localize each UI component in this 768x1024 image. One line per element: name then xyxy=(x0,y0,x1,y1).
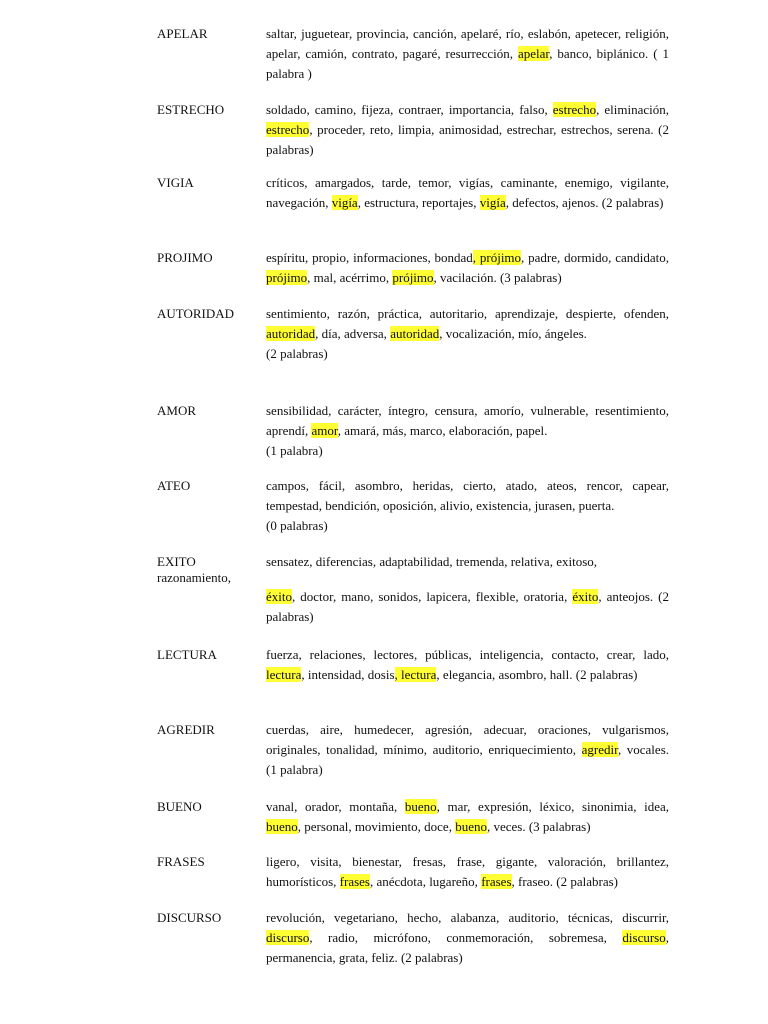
definition-text: , banco, biplánico. ( 1 palabra ) xyxy=(266,46,669,81)
definition-text: , veces. (3 palabras) xyxy=(486,819,591,834)
definition-text: , vacilación. (3 palabras) xyxy=(433,270,562,285)
definition-paragraph xyxy=(266,304,669,344)
entry-term xyxy=(157,552,263,584)
highlighted-word: frases xyxy=(481,874,512,889)
definition-paragraph xyxy=(266,100,669,160)
highlighted-word: amor xyxy=(311,423,338,438)
highlighted-word: estrecho xyxy=(266,122,310,137)
entry-term xyxy=(157,304,263,324)
term-word: ATEO xyxy=(157,478,191,493)
definition-paragraph xyxy=(266,852,669,892)
definition-paragraph xyxy=(266,797,669,837)
entry-definition xyxy=(266,645,669,685)
definition-text: , amará, más, marco, elaboración, papel. xyxy=(337,423,548,438)
term-word: AMOR xyxy=(157,403,197,418)
definition-text: , personal, movimiento, doce, xyxy=(297,819,456,834)
definition-text: (1 palabra) xyxy=(266,443,323,458)
term-word: ESTRECHO xyxy=(157,102,225,117)
highlighted-word: vigía xyxy=(331,195,358,210)
entry-definition xyxy=(266,100,669,160)
highlighted-word: prójimo xyxy=(392,270,434,285)
definition-text: saltar, juguetear, provincia, canción, apelaré, río, eslabón, apetecer, religión, apelar, camión, contrato, pagaré, resurrección, xyxy=(266,26,669,61)
entry-term xyxy=(157,797,263,817)
highlighted-word: autoridad xyxy=(390,326,440,341)
definition-text: , fraseo. (2 palabras) xyxy=(511,874,618,889)
definition-text: sentimiento, razón, práctica, autoritario, aprendizaje, despierte, ofenden, xyxy=(266,306,669,321)
highlighted-word: discurso xyxy=(622,930,666,945)
definition-text: , vocales. (1 palabra) xyxy=(266,742,669,777)
definition-text: sensibilidad, carácter, íntegro, censura, amorío, vulnerable, resentimiento, aprendí, xyxy=(266,403,669,438)
highlighted-word: apelar xyxy=(517,46,550,61)
entry-term xyxy=(157,645,263,665)
definition-text: cuerdas, aire, humedecer, agresión, adecuar, oraciones, vulgarismos, originales, tonalidad, mínimo, auditorio, enriquecimiento, xyxy=(266,722,669,757)
definition-text: , eliminación, xyxy=(596,102,669,117)
entry-definition xyxy=(266,401,669,461)
definition-paragraph xyxy=(266,344,669,364)
entry-term xyxy=(157,100,263,120)
definition-text: , mar, expresión, léxico, sinonimia, idea, xyxy=(436,799,669,814)
definition-text: , elegancia, asombro, hall. (2 palabras) xyxy=(436,667,638,682)
definition-text: , padre, dormido, candidato, xyxy=(521,250,669,265)
definition-text: revolución, vegetariano, hecho, alabanza, auditorio, técnicas, discurrir, xyxy=(266,910,669,925)
highlighted-word: estrecho xyxy=(552,102,597,117)
definition-text: , defectos, ajenos. (2 palabras) xyxy=(505,195,664,210)
definition-paragraph xyxy=(266,476,669,516)
definition-text: , anécdota, lugareño, xyxy=(370,874,482,889)
term-word: DISCURSO xyxy=(157,910,222,925)
entry-definition xyxy=(266,797,669,837)
entry-definition xyxy=(266,720,669,780)
highlighted-word: bueno xyxy=(404,799,437,814)
entry-definition xyxy=(266,24,669,84)
entry-definition xyxy=(266,908,669,968)
definition-text: soldado, camino, fijeza, contraer, importancia, falso, xyxy=(266,102,553,117)
highlighted-word: autoridad xyxy=(266,326,316,341)
definition-text: , radio, micrófono, conmemoración, sobremesa, xyxy=(309,930,623,945)
definition-text: críticos, amargados, tarde, temor, vigías, caminante, enemigo, vigilante, navegación, xyxy=(266,175,669,210)
highlighted-word: bueno xyxy=(266,819,298,834)
definition-paragraph xyxy=(266,24,669,84)
term-word: EXITO xyxy=(157,554,196,569)
highlighted-word: agredir xyxy=(581,742,618,757)
definition-text: , proceder, reto, limpia, animosidad, estrechar, estrechos, serena. (2 palabras) xyxy=(266,122,669,157)
entry-term xyxy=(157,24,263,44)
definition-paragraph xyxy=(266,401,669,441)
term-subword: razonamiento, xyxy=(157,570,231,585)
entry-term xyxy=(157,852,263,872)
entry-definition xyxy=(266,552,669,627)
entry-term xyxy=(157,173,263,193)
term-word: APELAR xyxy=(157,26,208,41)
term-word: LECTURA xyxy=(157,647,217,662)
entry-term xyxy=(157,476,263,496)
definition-text: campos, fácil, asombro, heridas, cierto, atado, ateos, rencor, capear, tempestad, bendición, oposición, alivio, existencia, jurasen, puerta. xyxy=(266,478,669,513)
entry-term xyxy=(157,720,263,740)
term-word: AUTORIDAD xyxy=(157,306,235,321)
term-word: VIGIA xyxy=(157,175,194,190)
entry-term xyxy=(157,248,263,268)
highlighted-word: frases xyxy=(339,874,370,889)
definition-text: , día, adversa, xyxy=(315,326,391,341)
definition-paragraph xyxy=(266,173,669,213)
term-word: FRASES xyxy=(157,854,205,869)
definition-paragraph xyxy=(266,587,669,627)
definition-paragraph xyxy=(266,248,669,288)
entry-definition xyxy=(266,173,669,213)
entry-term xyxy=(157,908,263,928)
definition-paragraph xyxy=(266,908,669,968)
definition-text: , vocalización, mío, ángeles. xyxy=(439,326,587,341)
definition-text: (2 palabras) xyxy=(266,346,328,361)
entry-definition xyxy=(266,304,669,364)
definition-text: , anteojos. (2 palabras) xyxy=(266,589,670,624)
highlighted-word: , prójimo xyxy=(472,250,522,265)
definition-text: (0 palabras) xyxy=(266,518,328,533)
definition-text: fuerza, relaciones, lectores, públicas, inteligencia, contacto, crear, lado, xyxy=(266,647,669,662)
highlighted-word: lectura xyxy=(266,667,302,682)
definition-text: , intensidad, dosis xyxy=(301,667,395,682)
highlighted-word: éxito xyxy=(266,589,292,604)
term-word: AGREDIR xyxy=(157,722,215,737)
highlighted-word: , lectura xyxy=(394,667,437,682)
definition-text: , permanencia, grata, feliz. (2 palabras) xyxy=(266,930,669,965)
definition-text: sensatez, diferencias, adaptabilidad, tremenda, relativa, exitoso, xyxy=(266,554,597,569)
entry-definition xyxy=(266,852,669,892)
highlighted-word: éxito xyxy=(572,589,599,604)
highlighted-word: bueno xyxy=(455,819,487,834)
definition-paragraph xyxy=(266,441,669,461)
definition-text: , doctor, mano, sonidos, lapicera, flexible, oratoria, xyxy=(292,589,573,604)
definition-text: vanal, orador, montaña, xyxy=(266,799,405,814)
definition-paragraph xyxy=(266,720,669,780)
definition-paragraph xyxy=(266,516,669,536)
definition-text: , estructura, reportajes, xyxy=(357,195,480,210)
definition-text: espíritu, propio, informaciones, bondad xyxy=(266,250,473,265)
term-word: BUENO xyxy=(157,799,202,814)
definition-paragraph xyxy=(266,552,669,572)
highlighted-word: prójimo xyxy=(266,270,308,285)
highlighted-word: discurso xyxy=(266,930,310,945)
definition-text: ligero, visita, bienestar, fresas, frase, gigante, valoración, brillantez, humorísticos, xyxy=(266,854,669,889)
entry-term xyxy=(157,401,263,421)
term-word: PROJIMO xyxy=(157,250,213,265)
highlighted-word: vigía xyxy=(479,195,506,210)
definition-paragraph xyxy=(266,645,669,685)
definition-text: , mal, acérrimo, xyxy=(307,270,393,285)
entry-definition xyxy=(266,476,669,536)
entry-definition xyxy=(266,248,669,288)
